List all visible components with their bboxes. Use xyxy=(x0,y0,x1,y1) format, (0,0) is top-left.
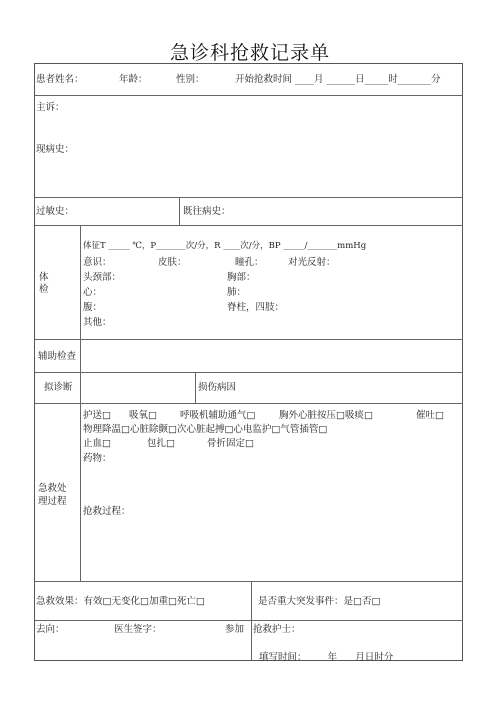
row-divider xyxy=(35,197,463,198)
emetic-option: 催吐□ xyxy=(416,410,444,421)
patient-name-label: 患者姓名： xyxy=(36,74,84,85)
row-divider xyxy=(35,581,463,582)
rescue-process-label: 抢救过程： xyxy=(83,506,131,517)
chest-label: 胸部： xyxy=(227,272,256,283)
pupil-label: 瞳孔： xyxy=(235,257,264,268)
emergency-section-label: 急救处 xyxy=(38,483,67,494)
age-label: 年龄： xyxy=(119,74,148,85)
abdomen-label: 腹： xyxy=(83,302,103,313)
escort-option: 护送□ xyxy=(83,410,111,421)
col-divider xyxy=(80,225,81,581)
allergy-label: 过敏史： xyxy=(36,206,75,217)
col-divider xyxy=(251,581,252,661)
bandage-option: 包扎□ xyxy=(147,438,175,449)
fill-time-label: 填写时间： 年 月日时分 xyxy=(259,652,394,663)
present-history-label: 现病史： xyxy=(36,144,75,155)
lung-label: 肺： xyxy=(227,287,247,298)
diagnosis-label: 拟诊断 xyxy=(44,382,73,393)
cpr-suction-option: 胸外心脏按压□吸痰□ xyxy=(279,410,373,421)
aux-exam-label: 辅助检查 xyxy=(38,351,77,362)
past-history-label: 既往病史： xyxy=(183,206,231,217)
exam-section-label: 体 xyxy=(39,272,49,283)
row-divider xyxy=(35,225,463,226)
destination-label: 去向： xyxy=(36,624,65,635)
head-neck-label: 头颈部： xyxy=(83,272,122,283)
form-title: 急诊科抢救记录单 xyxy=(169,42,330,64)
gender-label: 性别： xyxy=(176,74,205,85)
rescue-effect-label: 急救效果：有效□无变化□加重□死亡□ xyxy=(36,596,205,607)
drugs-label: 药物： xyxy=(83,453,112,464)
chief-complaint-label: 主诉： xyxy=(36,102,65,113)
row-divider xyxy=(35,403,463,404)
exam-section-label: 检 xyxy=(39,284,49,295)
hemostasis-option: 止血□ xyxy=(83,438,111,449)
consciousness-label: 意识： xyxy=(83,257,112,268)
major-event-label: 是否重大突发事件：是□否□ xyxy=(258,596,381,607)
row-divider xyxy=(35,339,463,340)
light-reflex-label: 对光反射： xyxy=(288,257,336,268)
participate-label: 参加 xyxy=(225,624,245,635)
col-divider xyxy=(195,372,196,403)
row-divider xyxy=(35,95,463,96)
skin-label: 皮肤： xyxy=(158,257,187,268)
doctor-signature-label: 医生签字： xyxy=(114,624,162,635)
spine-limbs-label: 脊柱，四肢： xyxy=(227,302,285,313)
fracture-fixation-option: 骨折固定□ xyxy=(207,438,254,449)
start-time-label: 开始抢救时间 ____月 ______日_____时_______分 xyxy=(235,74,441,85)
row-divider xyxy=(35,372,463,373)
injury-cause-label: 损伤病因 xyxy=(198,382,237,393)
ventilator-option: 呼吸机辅助通气□ xyxy=(180,410,256,421)
vitals-line: 体征T _____ ℃，P_______次/分，R ____次/分，BP _____/_______mmHg xyxy=(83,241,367,251)
other-label: 其他： xyxy=(83,317,112,328)
emergency-section-label: 理过程 xyxy=(38,496,67,507)
procedures-line: 物理降温□心脏除颤□次心脏起搏□心电监护□气管插管□ xyxy=(83,424,328,435)
row-divider xyxy=(35,620,463,621)
heart-label: 心： xyxy=(83,287,103,298)
col-divider xyxy=(179,197,180,225)
oxygen-option: 吸氧□ xyxy=(129,410,157,421)
record-table xyxy=(34,63,463,661)
rescue-nurse-label: 抢救护士： xyxy=(253,624,301,635)
